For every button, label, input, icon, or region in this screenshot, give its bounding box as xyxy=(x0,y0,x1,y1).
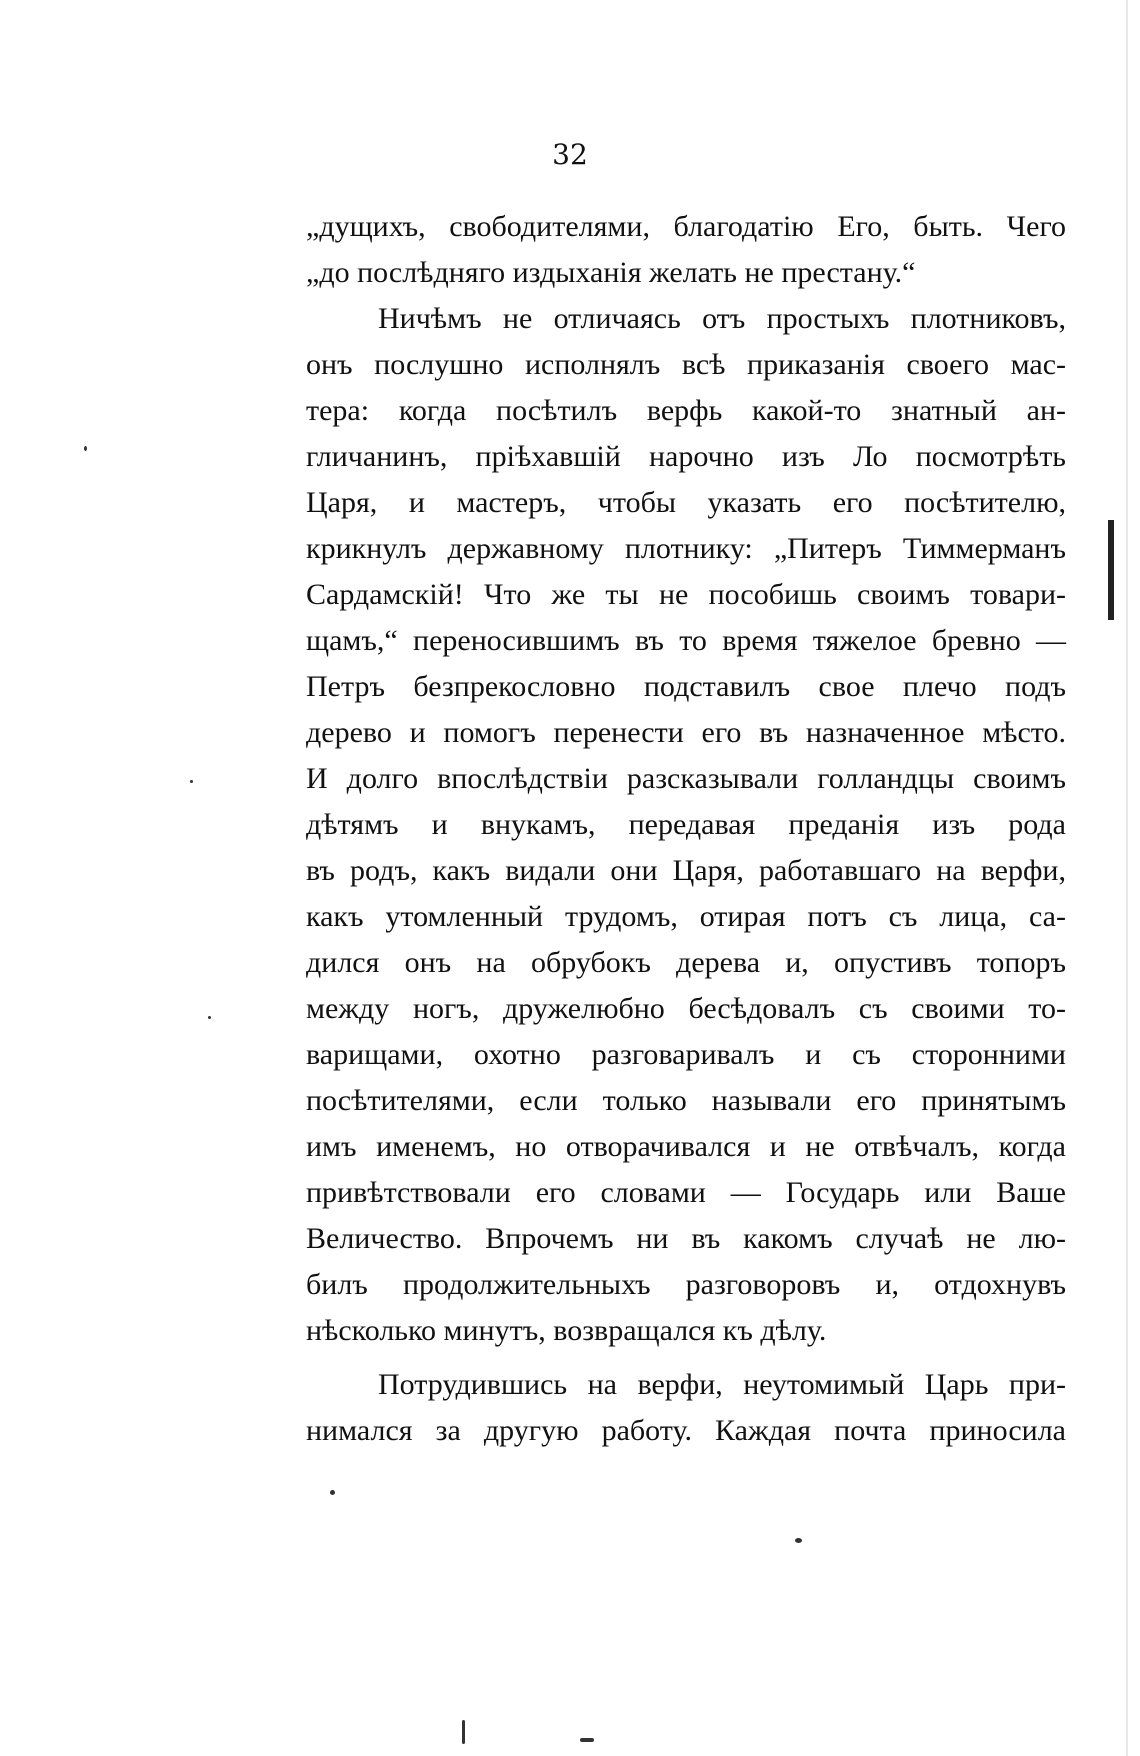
text-line: Величество. Впрочемъ ни въ какомъ случаѣ не лю- xyxy=(306,1222,1066,1255)
text-line: „дущихъ, свободителями, благодатію Его, быть. Чего xyxy=(306,210,1066,243)
text-line: щамъ,“ переносившимъ въ то время тяжелое бревно — xyxy=(306,624,1066,657)
text-line: въ родъ, какъ видали они Царя, работавшаго на верфи, xyxy=(306,854,1066,887)
text-line: дился онъ на обрубокъ дерева и, опустивъ топоръ xyxy=(306,946,1066,979)
text-line: Потрудившись на верфи, неутомимый Царь при- xyxy=(378,1368,1066,1401)
scan-edge-line xyxy=(1126,0,1128,1756)
text-line: варищами, охотно разговаривалъ и съ сторонними xyxy=(306,1038,1066,1071)
scan-speck xyxy=(330,1490,335,1495)
text-line: Ничѣмъ не отличаясь отъ простыхъ плотниковъ, xyxy=(378,302,1066,335)
text-line: дерево и помогъ перенести его въ назначенное мѣсто. xyxy=(306,716,1066,749)
paragraph-gap xyxy=(306,1354,1066,1362)
text-line: „до послѣдняго издыханія желать не престану.“ xyxy=(306,256,916,289)
text-line: нимался за другую работу. Каждая почта приносила xyxy=(306,1414,1066,1447)
scan-speck xyxy=(208,1016,211,1019)
text-line: Царя, и мастеръ, чтобы указать его посѣтителю, xyxy=(306,486,1066,519)
text-line: И долго впослѣдствіи разсказывали голландцы своимъ xyxy=(306,762,1066,795)
scan-speck xyxy=(795,1538,802,1543)
text-line: Сардамскій! Что же ты не пособишь своимъ товари- xyxy=(306,578,1066,611)
text-line: тера: когда посѣтилъ верфь какой-то знатный ан- xyxy=(306,394,1066,427)
scan-speck xyxy=(462,1720,465,1744)
text-line: Петръ безпрекословно подставилъ свое плечо подъ xyxy=(306,670,1066,703)
page-number: 32 xyxy=(552,138,588,171)
text-line: нѣсколько минутъ, возвращался къ дѣлу. xyxy=(306,1314,827,1347)
text-line: онъ послушно исполнялъ всѣ приказанія своего мас- xyxy=(306,348,1066,381)
scan-edge-mark xyxy=(1108,520,1114,620)
scan-speck xyxy=(580,1738,594,1742)
scan-speck xyxy=(190,780,193,783)
text-line: имъ именемъ, но отворачивался и не отвѣчалъ, когда xyxy=(306,1130,1066,1163)
text-line: крикнулъ державному плотнику: „Питеръ Тиммерманъ xyxy=(306,532,1066,565)
text-line: между ногъ, дружелюбно бесѣдовалъ съ своими то- xyxy=(306,992,1066,1025)
text-line: привѣтствовали его словами — Государь или Ваше xyxy=(306,1176,1066,1209)
text-line: гличанинъ, пріѣхавшій нарочно изъ Ло посмотрѣть xyxy=(306,440,1066,473)
text-line: какъ утомленный трудомъ, отирая потъ съ лица, са- xyxy=(306,900,1066,933)
text-line: билъ продолжительныхъ разговоровъ и, отдохнувъ xyxy=(306,1268,1066,1301)
text-line: посѣтителями, если только называли его принятымъ xyxy=(306,1084,1066,1117)
scan-speck xyxy=(84,446,87,451)
body-text xyxy=(306,204,1066,1454)
text-line: дѣтямъ и внукамъ, передавая преданія изъ рода xyxy=(306,808,1066,841)
